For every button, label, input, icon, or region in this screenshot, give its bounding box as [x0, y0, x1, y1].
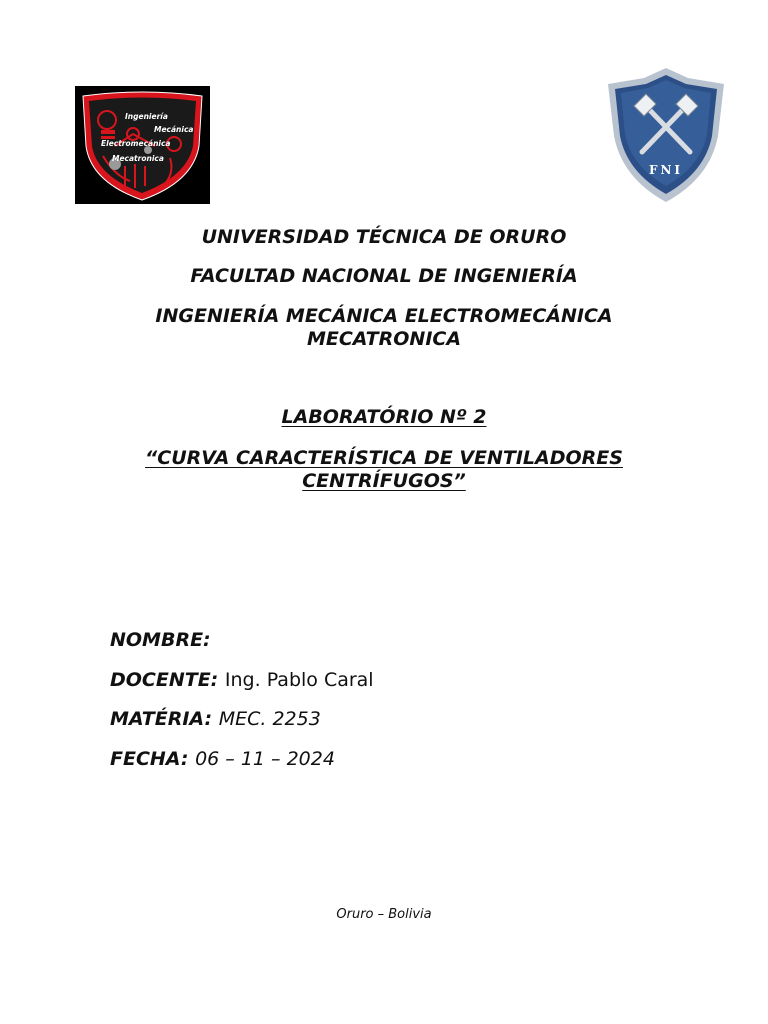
- program-title-line1: INGENIERÍA MECÁNICA ELECTROMECÁNICA: [155, 305, 613, 327]
- lab-title: [100, 447, 668, 493]
- fni-logo: [606, 66, 726, 204]
- lab-number: LABORATÓRIO Nº 2: [281, 406, 487, 428]
- teacher-value: Ing. Pablo Caral: [224, 669, 374, 691]
- lab-title-line2: CENTRÍFUGOS”: [302, 470, 466, 492]
- logo-text-mecatronica: Mecatronica: [112, 154, 164, 163]
- logo-text-electromecanica: Electromecánica: [101, 139, 171, 148]
- subject-label: MATÉRIA:: [110, 708, 219, 730]
- name-label: NOMBRE:: [110, 629, 211, 651]
- fni-logo-text: FNI: [648, 163, 684, 177]
- lab-title-line1: “CURVA CARACTERÍSTICA DE VENTILADORES: [145, 447, 623, 469]
- logo-text-mecanica: Mecánica: [154, 125, 194, 134]
- engineering-logo: [75, 86, 210, 204]
- program-title-line2: MECATRONICA: [306, 328, 462, 350]
- name-row: [110, 629, 211, 652]
- teacher-row: [110, 669, 374, 692]
- date-value: 06 – 11 – 2024: [195, 748, 335, 770]
- subject-value: MEC. 2253: [218, 708, 321, 730]
- engineering-shield-icon: [75, 86, 210, 204]
- program-title: [100, 305, 668, 351]
- footer-location: Oruro – Bolivia: [336, 907, 432, 922]
- date-row: [110, 748, 335, 771]
- date-label: FECHA:: [110, 748, 196, 770]
- logo-text-ingenieria: Ingeniería: [125, 112, 168, 121]
- subject-row: [110, 708, 321, 731]
- university-title: UNIVERSIDAD TÉCNICA DE ORURO: [201, 226, 567, 248]
- fni-shield-icon: [606, 66, 726, 204]
- teacher-label: DOCENTE:: [110, 669, 225, 691]
- faculty-title: FACULTAD NACIONAL DE INGENIERÍA: [190, 265, 578, 287]
